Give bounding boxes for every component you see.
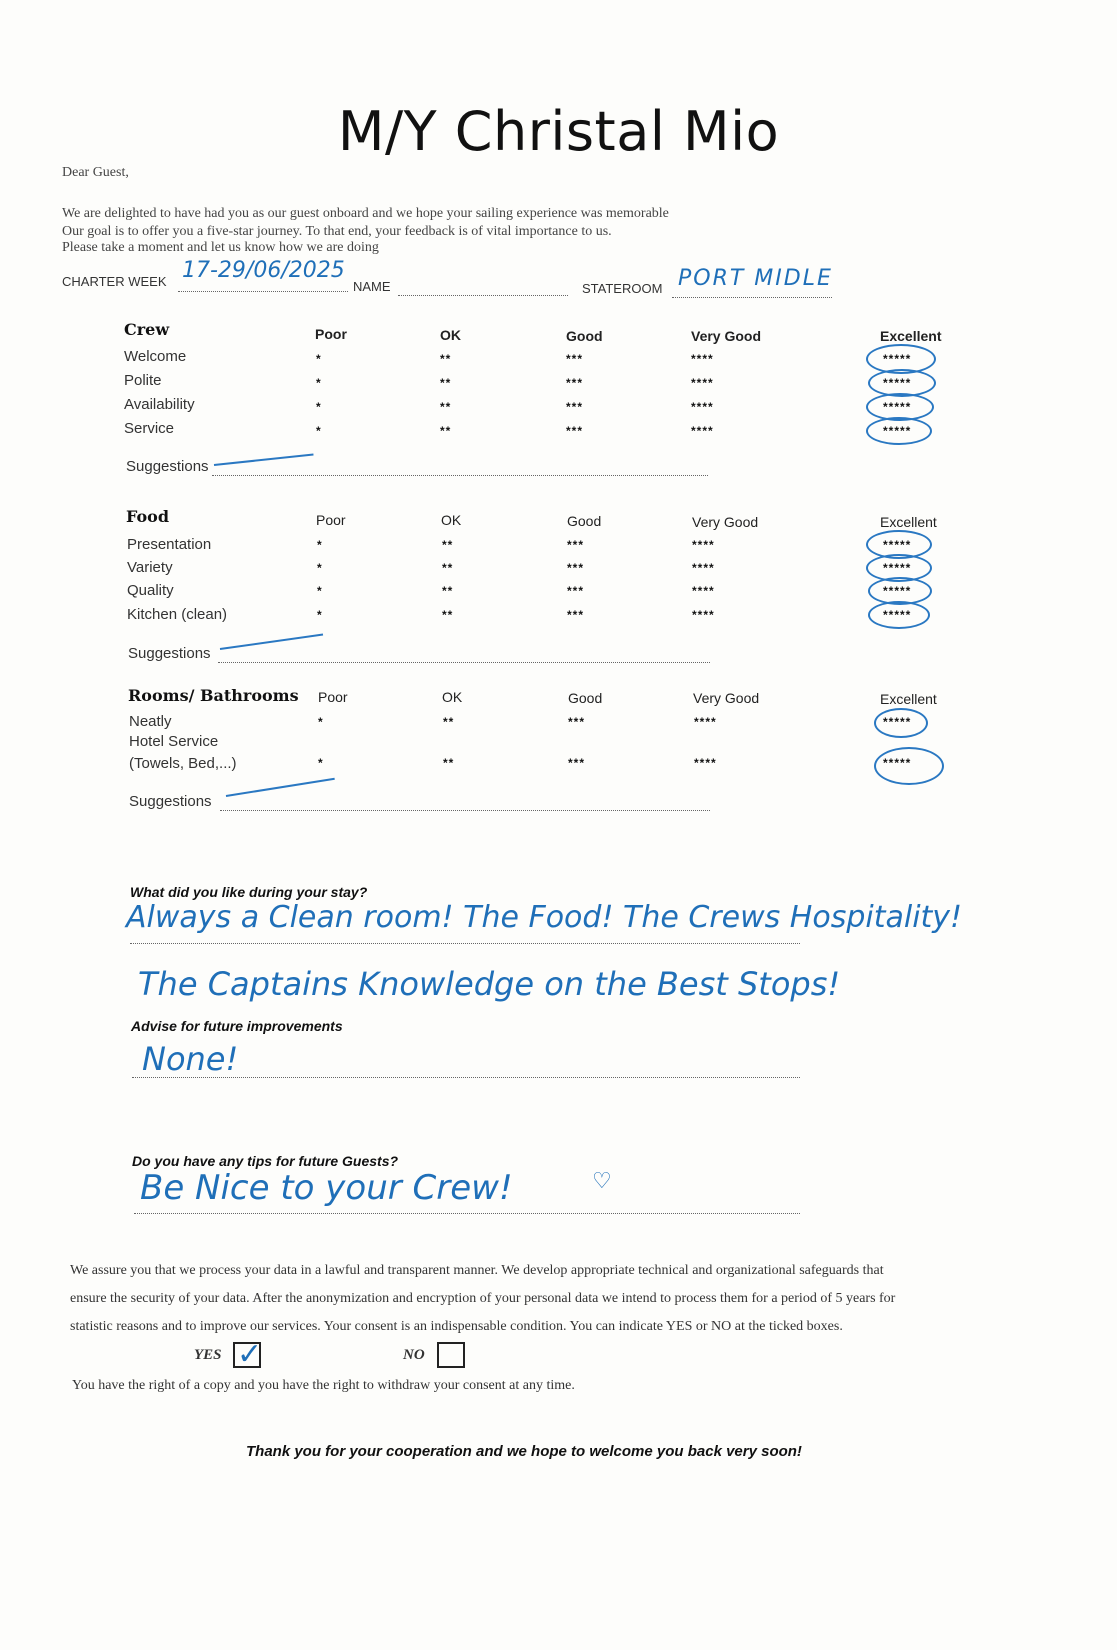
star-rating[interactable]: ** xyxy=(442,608,454,622)
charter-week-label: CHARTER WEEK xyxy=(62,274,167,289)
star-rating[interactable]: **** xyxy=(692,561,715,575)
star-rating[interactable]: **** xyxy=(691,424,714,438)
suggestions-label: Suggestions xyxy=(129,793,212,810)
pen-stroke xyxy=(220,634,323,650)
intro-line-1: We are delighted to have had you as our guest onboard and we hope your sailing experience was memorable xyxy=(62,206,669,221)
pen-stroke xyxy=(226,778,335,797)
star-rating-excellent[interactable]: ***** xyxy=(883,608,912,622)
consent-line-1: We assure you that we process your data in a lawful and transparent manner. We develop appropriate technical and organizational safeguards that xyxy=(70,1263,884,1278)
question-tips-label: Do you have any tips for future Guests? xyxy=(132,1153,399,1169)
star-rating-excellent[interactable]: ***** xyxy=(883,352,912,366)
answer-liked-1[interactable]: Always a Clean room! The Food! The Crews Hospitality! xyxy=(126,900,963,935)
star-rating[interactable]: * xyxy=(318,715,324,729)
closing-text: Thank you for your cooperation and we hope to welcome you back very soon! xyxy=(246,1443,802,1460)
heart-icon: ♡ xyxy=(592,1168,612,1193)
pen-stroke xyxy=(214,454,314,466)
col-head-good: Good xyxy=(567,513,602,529)
star-rating[interactable]: *** xyxy=(567,584,585,598)
star-rating[interactable]: **** xyxy=(691,376,714,390)
col-head-excellent: Excellent xyxy=(880,514,937,530)
charter-week-value[interactable]: 17-29/06/2025 xyxy=(182,258,345,283)
stateroom-line xyxy=(672,296,832,298)
star-rating-excellent[interactable]: ***** xyxy=(883,584,912,598)
star-rating[interactable]: * xyxy=(318,756,324,770)
star-rating-excellent[interactable]: ***** xyxy=(883,561,912,575)
star-rating-excellent[interactable]: ***** xyxy=(883,756,912,770)
question-liked-label: What did you like during your stay? xyxy=(130,884,368,900)
col-head-ok: OK xyxy=(441,512,462,528)
col-head-very-good: Very Good xyxy=(692,514,759,530)
star-rating[interactable]: **** xyxy=(692,538,715,552)
col-head-excellent: Excellent xyxy=(880,328,942,344)
star-rating[interactable]: * xyxy=(317,538,323,552)
star-rating[interactable]: * xyxy=(317,561,323,575)
row-label-welcome: Welcome xyxy=(124,348,187,365)
star-rating-excellent[interactable]: ***** xyxy=(883,424,912,438)
star-rating[interactable]: *** xyxy=(567,561,585,575)
star-rating[interactable]: **** xyxy=(691,352,714,366)
row-label-variety: Variety xyxy=(127,559,173,576)
suggestions-label: Suggestions xyxy=(126,458,209,475)
row-label-service: Service xyxy=(124,420,175,437)
suggestions-line[interactable] xyxy=(220,809,710,811)
star-rating[interactable]: **** xyxy=(692,584,715,598)
col-head-good: Good xyxy=(566,328,603,344)
star-rating[interactable]: ** xyxy=(443,715,455,729)
row-label-polite: Polite xyxy=(124,372,162,389)
star-rating[interactable]: **** xyxy=(691,400,714,414)
row-label-towels-bed: (Towels, Bed,...) xyxy=(129,755,237,772)
star-rating-excellent[interactable]: ***** xyxy=(883,538,912,552)
star-rating-excellent[interactable]: ***** xyxy=(883,400,912,414)
question-advise-label: Advise for future improvements xyxy=(131,1018,343,1034)
star-rating[interactable]: ** xyxy=(443,756,455,770)
section-title-food: Food xyxy=(126,507,170,526)
star-rating[interactable]: **** xyxy=(692,608,715,622)
star-rating[interactable]: *** xyxy=(567,608,585,622)
col-head-very-good: Very Good xyxy=(691,328,762,344)
section-title-crew: Crew xyxy=(124,320,170,339)
name-label: NAME xyxy=(353,279,391,294)
stateroom-label: STATEROOM xyxy=(582,281,663,296)
selection-circle xyxy=(874,708,928,738)
star-rating[interactable]: *** xyxy=(566,400,584,414)
star-rating[interactable]: * xyxy=(316,400,322,414)
star-rating[interactable]: **** xyxy=(694,756,717,770)
no-label: NO xyxy=(403,1347,425,1363)
col-head-ok: OK xyxy=(442,689,463,705)
name-line xyxy=(398,294,568,296)
star-rating[interactable]: *** xyxy=(566,376,584,390)
star-rating-excellent[interactable]: ***** xyxy=(883,715,912,729)
row-label-availability: Availability xyxy=(124,396,195,413)
charter-week-line xyxy=(178,290,348,292)
yes-label: YES xyxy=(194,1347,222,1363)
star-rating[interactable]: * xyxy=(317,608,323,622)
suggestions-line[interactable] xyxy=(212,474,708,476)
star-rating[interactable]: * xyxy=(316,376,322,390)
col-head-poor: Poor xyxy=(315,326,347,342)
star-rating[interactable]: * xyxy=(316,352,322,366)
col-head-good: Good xyxy=(568,690,603,706)
star-rating[interactable]: **** xyxy=(694,715,717,729)
greeting: Dear Guest, xyxy=(62,165,129,180)
intro-line-2: Our goal is to offer you a five-star journey. To that end, your feedback is of vital importance to us. xyxy=(62,224,612,239)
star-rating[interactable]: * xyxy=(317,584,323,598)
answer-line xyxy=(134,1212,800,1214)
row-label-presentation: Presentation xyxy=(127,536,212,553)
col-head-poor: Poor xyxy=(316,512,346,528)
no-checkbox[interactable] xyxy=(437,1342,465,1368)
star-rating[interactable]: ** xyxy=(440,352,452,366)
yes-checkbox[interactable] xyxy=(233,1338,263,1371)
star-rating[interactable]: *** xyxy=(566,352,584,366)
star-rating[interactable]: *** xyxy=(568,756,586,770)
consent-line-3: statistic reasons and to improve our services. Your consent is an indispensable condition. You can indicate YES or NO at the ticked boxes. xyxy=(70,1319,843,1334)
checkmark-icon: ✓ xyxy=(237,1338,263,1371)
stateroom-value[interactable]: PORT MIDLE xyxy=(678,266,833,291)
answer-liked-2[interactable]: The Captains Knowledge on the Best Stops! xyxy=(138,965,841,1003)
star-rating[interactable]: ** xyxy=(442,561,454,575)
intro-line-3: Please take a moment and let us know how we are doing xyxy=(62,240,379,255)
section-title-rooms: Rooms/ Bathrooms xyxy=(128,686,299,705)
suggestions-line[interactable] xyxy=(218,661,710,663)
star-rating[interactable]: ** xyxy=(440,424,452,438)
star-rating[interactable]: ** xyxy=(440,400,452,414)
star-rating[interactable]: *** xyxy=(567,538,585,552)
star-rating[interactable]: ** xyxy=(442,584,454,598)
star-rating[interactable]: ** xyxy=(440,376,452,390)
page-title: M/Y Christal Mio xyxy=(337,100,780,163)
consent-line-2: ensure the security of your data. After the anonymization and encryption of your personal data we intend to process them for a period of 5 years for xyxy=(70,1291,896,1306)
answer-advise[interactable]: None! xyxy=(142,1040,239,1078)
star-rating[interactable]: *** xyxy=(566,424,584,438)
row-label-neatly: Neatly xyxy=(129,713,172,730)
star-rating[interactable]: ** xyxy=(442,538,454,552)
row-label-kitchen-clean: Kitchen (clean) xyxy=(127,606,228,623)
row-label-quality: Quality xyxy=(127,582,174,599)
answer-tips[interactable]: Be Nice to your Crew! xyxy=(140,1168,513,1208)
col-head-excellent: Excellent xyxy=(880,691,937,707)
col-head-very-good: Very Good xyxy=(693,690,760,706)
answer-line xyxy=(130,942,800,944)
star-rating[interactable]: * xyxy=(316,424,322,438)
selection-circle xyxy=(874,747,944,785)
selection-circle xyxy=(866,417,932,445)
col-head-poor: Poor xyxy=(318,689,348,705)
star-rating[interactable]: *** xyxy=(568,715,586,729)
row-label-hotel-service: Hotel Service xyxy=(129,733,219,750)
suggestions-label: Suggestions xyxy=(128,645,211,662)
col-head-ok: OK xyxy=(440,327,461,343)
star-rating-excellent[interactable]: ***** xyxy=(883,376,912,390)
consent-rights: You have the right of a copy and you have the right to withdraw your consent at any time. xyxy=(72,1378,575,1393)
selection-circle xyxy=(868,601,930,629)
